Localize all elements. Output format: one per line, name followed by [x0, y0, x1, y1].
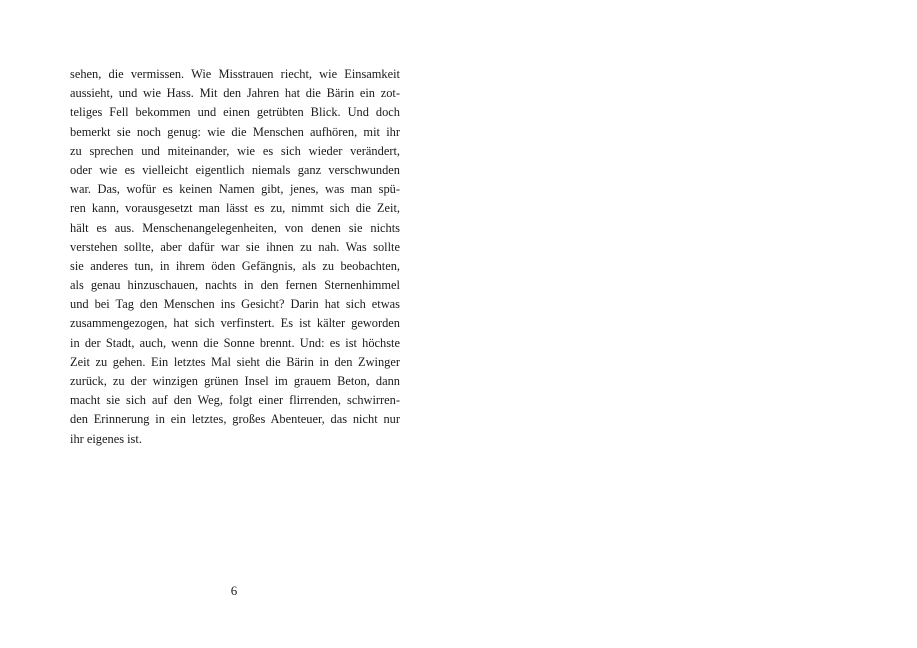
- text-line: ren kann, vorausgesetzt man lässt es zu, nimmt sich die Zeit,: [70, 201, 400, 216]
- page-text: [70, 65, 400, 449]
- text-line: bemerkt sie noch genug: wie die Menschen aufhören, mit ihr: [70, 124, 400, 139]
- page-number: 6: [230, 583, 238, 598]
- text-line: macht sie sich auf den Weg, folgt einer flirrenden, schwirren-: [70, 393, 400, 408]
- text-line: verstehen sollte, aber dafür war sie ihnen zu nah. Was sollte: [70, 239, 400, 254]
- text-line: und bei Tag den Menschen ins Gesicht? Darin hat sich etwas: [70, 297, 400, 312]
- text-line: aussieht, und wie Hass. Mit den Jahren hat die Bärin ein zot-: [70, 86, 400, 101]
- text-line: Zeit zu gehen. Ein letztes Mal sieht die Bärin in den Zwinger: [70, 354, 400, 369]
- text-line: zu sprechen und miteinander, wie es sich wieder verändert,: [70, 143, 400, 158]
- text-line: zusammengezogen, hat sich verfinstert. Es ist kälter geworden: [70, 316, 400, 331]
- text-line: sie anderes tun, in ihrem öden Gefängnis, als zu beobachten,: [70, 258, 400, 273]
- text-line: war. Das, wofür es keinen Namen gibt, jenes, was man spü-: [70, 182, 400, 197]
- text-line: sehen, die vermissen. Wie Misstrauen riecht, wie Einsamkeit: [70, 67, 400, 81]
- text-line: ihr eigenes ist.: [70, 431, 142, 446]
- text-line: hält es aus. Menschenangelegenheiten, von denen sie nichts: [70, 220, 400, 235]
- text-line: teliges Fell bekommen und einen getrübten Blick. Und doch: [70, 105, 400, 120]
- text-line: oder wie es vielleicht eigentlich niemals ganz verschwunden: [70, 162, 400, 177]
- text-line: den Erinnerung in ein letztes, großes Abenteuer, das nicht nur: [70, 412, 400, 427]
- text-line: zurück, zu der winzigen grünen Insel im grauem Beton, dann: [70, 374, 400, 388]
- text-line: in der Stadt, auch, wenn die Sonne brennt. Und: es ist höchste: [70, 335, 400, 350]
- text-line: als genau hinzuschauen, nachts in den fernen Sternenhimmel: [70, 278, 400, 293]
